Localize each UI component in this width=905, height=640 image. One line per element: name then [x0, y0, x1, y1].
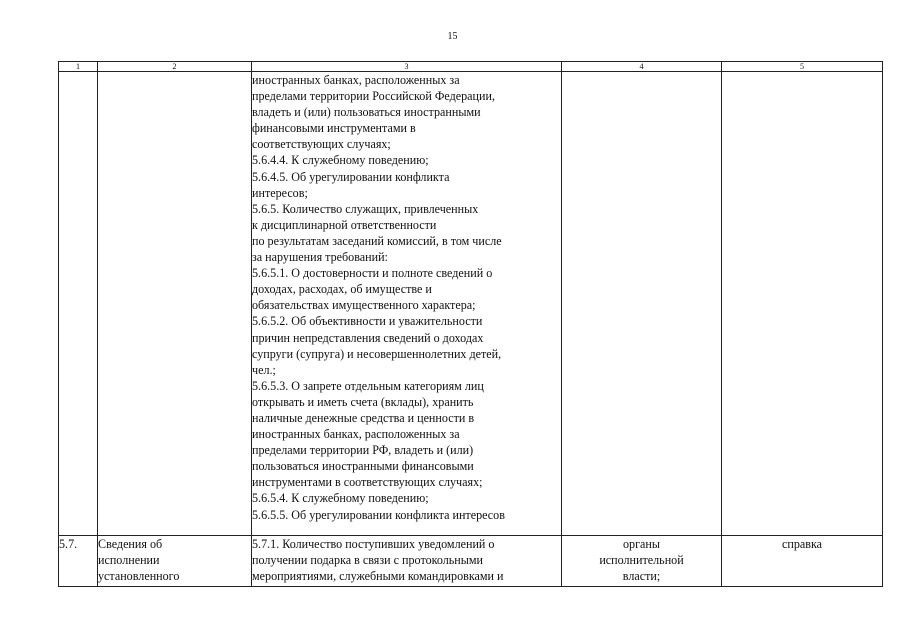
row-form: справка: [722, 536, 883, 587]
column-number-5: 5: [722, 62, 883, 72]
row-source: органы исполнительной власти;: [562, 536, 722, 587]
column-number-4: 4: [562, 62, 722, 72]
column-number-2: 2: [98, 62, 252, 72]
row-indicator: 5.7.1. Количество поступивших уведомлений о получении подарка в связи с протокольными мероприятиями, служебными командировками и: [252, 536, 562, 587]
column-number-3: 3: [252, 62, 562, 72]
row-name: Сведения об исполнении установленного: [98, 536, 252, 587]
continued-cell-indicators: иностранных банках, расположенных за пределами территории Российской Федерации, владеть и (или) пользоваться иностранными финансовыми инструментами в соответствующих случаях; 5.6.4.4. К служебному поведению; 5.6.4.5. Об урегулировании конфликта интересов; 5.6.5. Количество служащих, привлеченных к дисциплинарной ответственности по результатам заседаний комиссий, в том числе за нарушения требований: 5.6.5.1. О достоверности и полноте сведений о доходах, расходах, об имуществе и обязательствах имущественного характера; 5.6.5.2. Об объективности и уважительности причин непредставления сведений о доходах супруги (супруга) и несовершеннолетних детей, чел.; 5.6.5.3. О запрете отдельным категориям лиц открывать и иметь счета (вклады), хранить наличные денежные средства и ценности в иностранных банках, расположенных за пределами территории РФ, владеть и (или) пользоваться иностранными финансовыми инструментами в соответствующих случаях; 5.6.5.4. К служебному поведению; 5.6.5.5. Об урегулировании конфликта интересов: [252, 72, 562, 536]
table-row-continued: [59, 72, 883, 536]
continued-cell-source: [562, 72, 722, 536]
page-number: 15: [447, 31, 458, 42]
row-number: 5.7.: [59, 536, 98, 587]
continued-cell-name: [98, 72, 252, 536]
continued-cell-form: [722, 72, 883, 536]
indicators-table: [58, 61, 883, 587]
table-row-5-7: [59, 536, 883, 587]
column-number-row: [59, 62, 883, 72]
column-number-1: 1: [59, 62, 98, 72]
continued-cell-number: [59, 72, 98, 536]
